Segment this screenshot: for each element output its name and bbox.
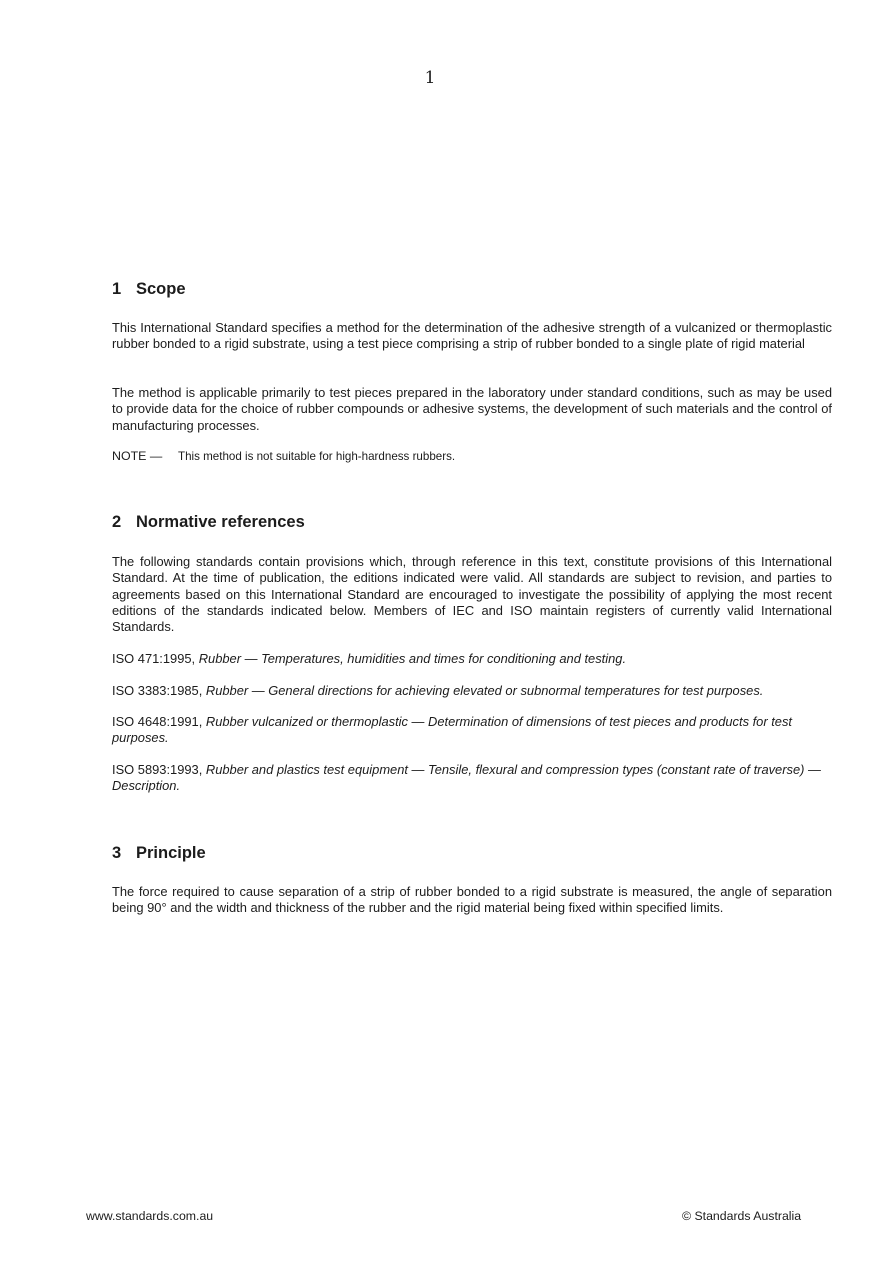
section-number: 2 <box>112 513 122 531</box>
reference-title: Rubber vulcanized or thermoplastic — Determination of dimensions of test pieces and products for test purposes. <box>112 714 793 746</box>
section-heading-normative-references <box>112 513 305 532</box>
principle-paragraph: The force required to cause separation of a strip of rubber bonded to a rigid substrate is measured, the angle of separation being 90° and the width and thickness of the rubber and the rigid material being fixed within specified limits. <box>112 884 832 916</box>
normative-intro: The following standards contain provisions which, through reference in this text, constitute provisions of this International Standard. At the time of publication, the editions indicated were valid. All standards are subject to revision, and parties to agreements based on this International Standard are encouraged to investigate the possibility of applying the most recent editions of the standards indicated below. Members of IEC and ISO maintain registers of currently valid International Standards. <box>112 554 832 635</box>
reference-code: ISO 471:1995, <box>112 651 196 666</box>
reference-title: Rubber — General directions for achieving elevated or subnormal temperatures for test purposes. <box>205 683 764 698</box>
section-heading-principle <box>112 844 206 863</box>
note-text: This method is not suitable for high-hardness rubbers. <box>178 450 456 463</box>
reference-item <box>112 651 832 667</box>
reference-code: ISO 4648:1991, <box>112 714 203 729</box>
footer-website: www.standards.com.au <box>86 1209 214 1223</box>
reference-code: ISO 3383:1985, <box>112 683 203 698</box>
reference-title: Rubber — Temperatures, humidities and times for conditioning and testing. <box>198 651 627 666</box>
reference-code: ISO 5893:1993, <box>112 762 203 777</box>
scope-note <box>112 448 832 465</box>
section-title: Normative references <box>136 513 305 531</box>
section-title: Principle <box>136 844 206 862</box>
scope-paragraph-1: This International Standard specifies a method for the determination of the adhesive strength of a vulcanized or thermoplastic rubber bonded to a rigid substrate, using a test piece comprising a strip of rubber bonded to a single plate of rigid material <box>112 320 832 352</box>
reference-item <box>112 762 832 795</box>
note-label: NOTE — <box>112 449 163 463</box>
reference-item <box>112 683 832 699</box>
section-title: Scope <box>136 280 186 298</box>
page-number: 1 <box>424 68 436 88</box>
section-number: 1 <box>112 280 122 298</box>
section-number: 3 <box>112 844 122 862</box>
reference-item <box>112 714 832 747</box>
section-heading-scope <box>112 280 186 299</box>
reference-title: Rubber and plastics test equipment — Tensile, flexural and compression types (constant rate of traverse) — Description. <box>112 762 821 794</box>
scope-paragraph-2: The method is applicable primarily to test pieces prepared in the laboratory under standard conditions, such as may be used to provide data for the choice of rubber compounds or adhesive systems, the development of such materials and the control of manufacturing processes. <box>112 385 832 433</box>
footer-copyright: © Standards Australia <box>682 1209 802 1223</box>
